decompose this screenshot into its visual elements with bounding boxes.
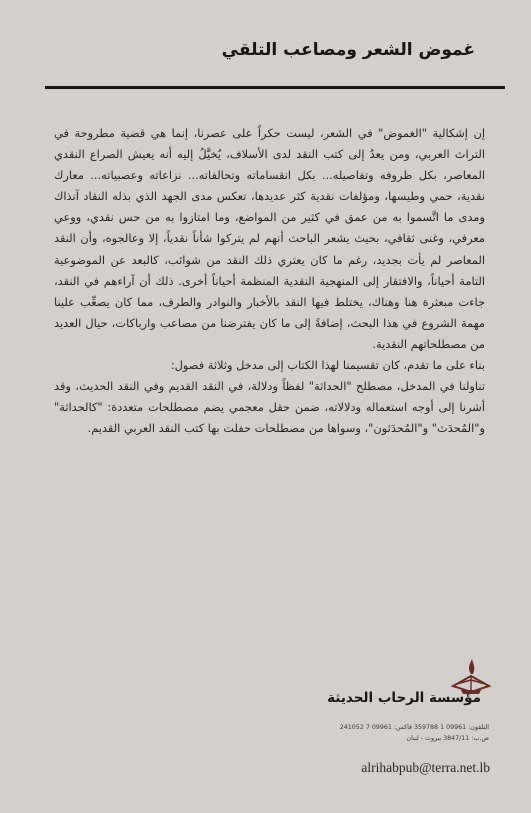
book-title: غموض الشعر ومصاعب التلقي	[221, 40, 475, 60]
blurb-paragraph: بناء على ما تقدم، كان تقسيمنا لهذا الكتاب إلى مدخل وثلاثة فصول:	[170, 358, 485, 373]
address-line: ص.ب: 3847/11 بيروت - لبنان	[406, 735, 489, 743]
publisher-name: مؤسسة الرحاب الحديثة	[327, 690, 481, 706]
publisher-email: alrihabpub@terra.net.lb	[361, 760, 490, 775]
blurb-paragraph: تناولنا في المدخل، مصطلح "الحداثة" لفظاً ودلالة، في النقد القديم وفي النقد الحديث، وقد أشرنا إلى أوجه استعماله ودلالاته، ضمن حقل معجمي يضم مصطلحات متعددة: "كالحداثة" و"المُحدَث" و"المُحدَثون"، وسواها من مصطلحات حفلت بها كتب النقد العربي القديم.	[54, 379, 485, 436]
title-underline	[45, 86, 505, 89]
blurb-paragraph: إن إشكالية "الغموض" في الشعر، ليست حكراً على عصرنا، إنما هي قضية مطروحة في التراث العربي، ومن يعدُ إلى كتب النقد لدى الأسلاف، يُخيَّلُ إليه أنه يعيش الصراع النقدي المعاصر، بكل ظروفه وتفاصيله... بكل انقساماته وتحالفاته... نزاعاته وعصبياته... معارك نقدية، حمي وطيسها، ومؤلفات نقدية كثر عديدها، تعكس مدى الجهد الذي بذله النقاد آنذاك ومدى ما اتَّسموا به من عمق في كثير من المواضع، وما امتازوا به من حس نقدي، ووعي معرفي، وغنى ثقافي، بحيث يشعر الباحث أنهم لم يتركوا شأناً نقدياً، إلا وعالجوه، وأن النقد المعاصر لم يأت بجديد، رغم ما كان يعتري ذلك النقد من شوائب، كالبعد عن الموضوعية التامة أحياناً، والافتقار إلى المنهجية النقدية المنظمة أحياناً أخرى. ذلك أن آراءهم في النقد، جاءت مبعثرة هنا وهناك، يختلط فيها النقد بالأخبار والنوادر والطرف، مما كان يصعِّب علينا مهمة الشروع في هذا البحث، إضافةً إلى ما كان يفترضنا من مصاعب وارباكات، حيال العديد من مصطلحاتهم النقدية.	[54, 126, 485, 351]
phone-line: التلفون: 09961 1 359788 فاكس: 09961 7 241052	[339, 724, 489, 731]
blurb-text	[54, 123, 485, 439]
publisher-contact	[296, 722, 489, 744]
